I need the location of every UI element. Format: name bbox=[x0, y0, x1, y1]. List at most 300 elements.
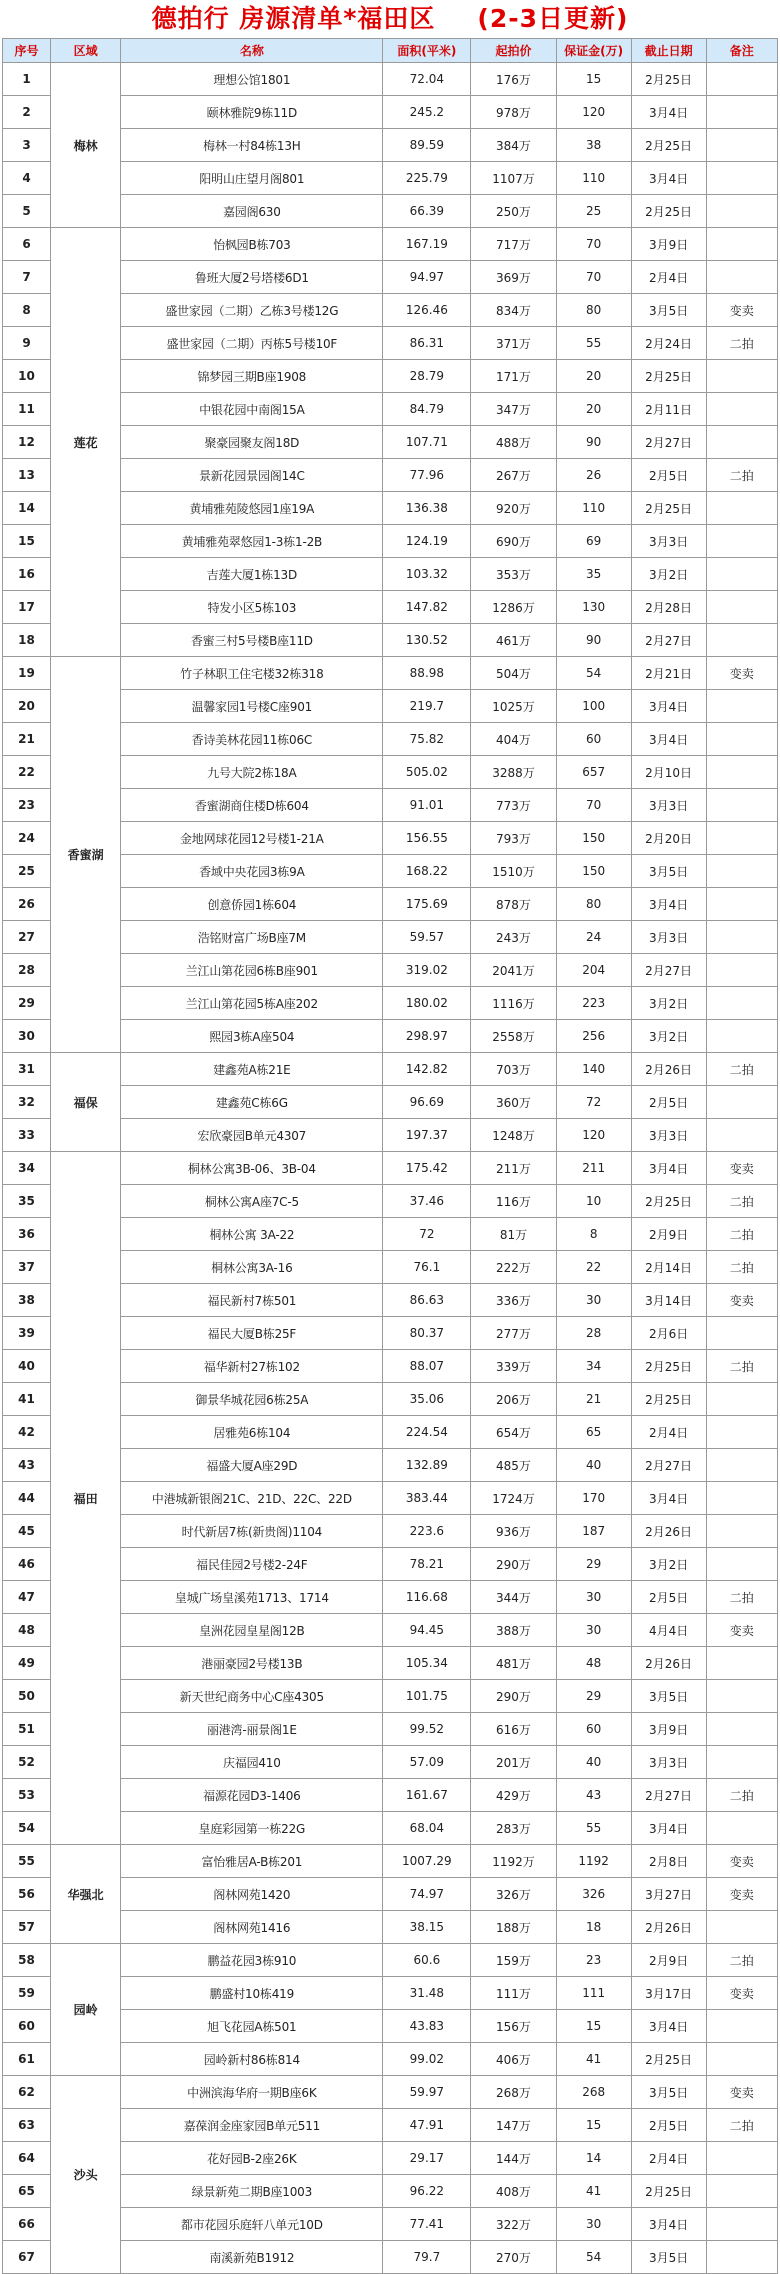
listing-deposit: 55 bbox=[556, 1812, 631, 1845]
listing-name: 锦梦园三期B座1908 bbox=[121, 360, 383, 393]
listing-price: 250万 bbox=[471, 195, 556, 228]
listing-name: 盛世家园（二期）乙栋3号楼12G bbox=[121, 294, 383, 327]
listing-deposit: 30 bbox=[556, 1614, 631, 1647]
listing-size: 68.04 bbox=[383, 1812, 471, 1845]
listing-deadline: 3月5日 bbox=[631, 294, 706, 327]
listing-remark bbox=[706, 558, 777, 591]
listing-remark bbox=[706, 1713, 777, 1746]
listing-remark bbox=[706, 2142, 777, 2175]
listing-deadline: 2月25日 bbox=[631, 1383, 706, 1416]
listing-deadline: 2月25日 bbox=[631, 1350, 706, 1383]
listing-size: 167.19 bbox=[383, 228, 471, 261]
listing-deadline: 3月3日 bbox=[631, 525, 706, 558]
listing-deposit: 48 bbox=[556, 1647, 631, 1680]
listing-price: 690万 bbox=[471, 525, 556, 558]
listing-deposit: 21 bbox=[556, 1383, 631, 1416]
listing-remark bbox=[706, 129, 777, 162]
listing-deposit: 60 bbox=[556, 1713, 631, 1746]
listing-remark: 二拍 bbox=[706, 2109, 777, 2142]
listing-price: 176万 bbox=[471, 63, 556, 96]
row-seq: 10 bbox=[3, 360, 51, 393]
listing-price: 878万 bbox=[471, 888, 556, 921]
listing-deposit: 80 bbox=[556, 294, 631, 327]
listing-deposit: 80 bbox=[556, 888, 631, 921]
listing-price: 920万 bbox=[471, 492, 556, 525]
listing-deadline: 3月5日 bbox=[631, 855, 706, 888]
listing-price: 2558万 bbox=[471, 1020, 556, 1053]
listing-remark: 二拍 bbox=[706, 1581, 777, 1614]
listing-price: 147万 bbox=[471, 2109, 556, 2142]
listing-size: 79.7 bbox=[383, 2241, 471, 2274]
listing-price: 290万 bbox=[471, 1548, 556, 1581]
listing-size: 88.07 bbox=[383, 1350, 471, 1383]
listing-table bbox=[2, 38, 778, 2274]
listing-remark bbox=[706, 1086, 777, 1119]
listing-price: 703万 bbox=[471, 1053, 556, 1086]
listing-name: 阳明山庄望月阁801 bbox=[121, 162, 383, 195]
listing-size: 168.22 bbox=[383, 855, 471, 888]
listing-deposit: 130 bbox=[556, 591, 631, 624]
listing-deadline: 3月2日 bbox=[631, 558, 706, 591]
listing-size: 383.44 bbox=[383, 1482, 471, 1515]
listing-price: 347万 bbox=[471, 393, 556, 426]
listing-deposit: 22 bbox=[556, 1251, 631, 1284]
listing-name: 香蜜三村5号楼B座11D bbox=[121, 624, 383, 657]
listing-size: 245.2 bbox=[383, 96, 471, 129]
table-row bbox=[3, 63, 778, 96]
row-seq: 26 bbox=[3, 888, 51, 921]
listing-name: 金地网球花园12号楼1-21A bbox=[121, 822, 383, 855]
row-seq: 32 bbox=[3, 1086, 51, 1119]
listing-deposit: 90 bbox=[556, 624, 631, 657]
listing-name: 富怡雅居A-B栋201 bbox=[121, 1845, 383, 1878]
listing-deadline: 3月4日 bbox=[631, 2010, 706, 2043]
listing-name: 桐林公寓 3A-22 bbox=[121, 1218, 383, 1251]
listing-name: 桐林公寓A座7C-5 bbox=[121, 1185, 383, 1218]
listing-deposit: 187 bbox=[556, 1515, 631, 1548]
listing-deposit: 20 bbox=[556, 360, 631, 393]
update-note: (2-3日更新) bbox=[477, 4, 629, 33]
listing-price: 277万 bbox=[471, 1317, 556, 1350]
listing-remark: 二拍 bbox=[706, 459, 777, 492]
row-seq: 65 bbox=[3, 2175, 51, 2208]
listing-deadline: 3月3日 bbox=[631, 921, 706, 954]
listing-size: 101.75 bbox=[383, 1680, 471, 1713]
row-seq: 54 bbox=[3, 1812, 51, 1845]
row-seq: 39 bbox=[3, 1317, 51, 1350]
listing-remark: 二拍 bbox=[706, 1350, 777, 1383]
listing-price: 461万 bbox=[471, 624, 556, 657]
row-seq: 60 bbox=[3, 2010, 51, 2043]
listing-name: 桐林公寓3B-06、3B-04 bbox=[121, 1152, 383, 1185]
listing-name: 特发小区5栋103 bbox=[121, 591, 383, 624]
listing-price: 222万 bbox=[471, 1251, 556, 1284]
listing-size: 38.15 bbox=[383, 1911, 471, 1944]
listing-price: 504万 bbox=[471, 657, 556, 690]
listing-deadline: 3月14日 bbox=[631, 1284, 706, 1317]
listing-remark bbox=[706, 360, 777, 393]
listing-deposit: 29 bbox=[556, 1548, 631, 1581]
listing-price: 408万 bbox=[471, 2175, 556, 2208]
listing-name: 浩铭财富广场B座7M bbox=[121, 921, 383, 954]
listing-remark bbox=[706, 195, 777, 228]
row-seq: 9 bbox=[3, 327, 51, 360]
listing-name: 御景华城花园6栋25A bbox=[121, 1383, 383, 1416]
listing-price: 384万 bbox=[471, 129, 556, 162]
listing-price: 1286万 bbox=[471, 591, 556, 624]
row-seq: 2 bbox=[3, 96, 51, 129]
listing-name: 时代新居7栋(新贵阁)1104 bbox=[121, 1515, 383, 1548]
listing-size: 29.17 bbox=[383, 2142, 471, 2175]
row-seq: 6 bbox=[3, 228, 51, 261]
listing-remark bbox=[706, 954, 777, 987]
listing-deposit: 70 bbox=[556, 261, 631, 294]
listing-size: 91.01 bbox=[383, 789, 471, 822]
listing-deposit: 72 bbox=[556, 1086, 631, 1119]
listing-deposit: 23 bbox=[556, 1944, 631, 1977]
listing-deadline: 2月26日 bbox=[631, 1053, 706, 1086]
listing-deposit: 10 bbox=[556, 1185, 631, 1218]
listing-name: 建鑫苑C栋6G bbox=[121, 1086, 383, 1119]
listing-deadline: 3月4日 bbox=[631, 96, 706, 129]
listing-price: 3288万 bbox=[471, 756, 556, 789]
listing-deposit: 55 bbox=[556, 327, 631, 360]
listing-size: 43.83 bbox=[383, 2010, 471, 2043]
listing-deadline: 2月27日 bbox=[631, 1779, 706, 1812]
listing-size: 175.69 bbox=[383, 888, 471, 921]
listing-size: 103.32 bbox=[383, 558, 471, 591]
listing-size: 77.41 bbox=[383, 2208, 471, 2241]
listing-size: 66.39 bbox=[383, 195, 471, 228]
listing-deposit: 90 bbox=[556, 426, 631, 459]
listing-deposit: 8 bbox=[556, 1218, 631, 1251]
listing-price: 488万 bbox=[471, 426, 556, 459]
listing-remark: 变卖 bbox=[706, 1845, 777, 1878]
listing-remark bbox=[706, 2010, 777, 2043]
listing-price: 616万 bbox=[471, 1713, 556, 1746]
listing-deposit: 110 bbox=[556, 492, 631, 525]
listing-remark bbox=[706, 789, 777, 822]
listing-name: 颐林雅院9栋11D bbox=[121, 96, 383, 129]
row-seq: 35 bbox=[3, 1185, 51, 1218]
listing-price: 2041万 bbox=[471, 954, 556, 987]
listing-name: 庆福园410 bbox=[121, 1746, 383, 1779]
listing-name: 花好园B-2座26K bbox=[121, 2142, 383, 2175]
listing-deadline: 2月5日 bbox=[631, 1581, 706, 1614]
area-label: 香蜜湖 bbox=[50, 657, 120, 1053]
listing-size: 72.04 bbox=[383, 63, 471, 96]
listing-deposit: 40 bbox=[556, 1746, 631, 1779]
row-seq: 66 bbox=[3, 2208, 51, 2241]
listing-price: 1248万 bbox=[471, 1119, 556, 1152]
listing-remark: 二拍 bbox=[706, 1053, 777, 1086]
listing-deadline: 3月9日 bbox=[631, 1713, 706, 1746]
listing-deposit: 15 bbox=[556, 2109, 631, 2142]
listing-name: 福盛大厦A座29D bbox=[121, 1449, 383, 1482]
page-title bbox=[0, 0, 780, 38]
listing-price: 211万 bbox=[471, 1152, 556, 1185]
listing-name: 兰江山第花园5栋A座202 bbox=[121, 987, 383, 1020]
listing-deposit: 70 bbox=[556, 789, 631, 822]
listing-deposit: 110 bbox=[556, 162, 631, 195]
row-seq: 53 bbox=[3, 1779, 51, 1812]
listing-deposit: 69 bbox=[556, 525, 631, 558]
row-seq: 41 bbox=[3, 1383, 51, 1416]
listing-remark bbox=[706, 888, 777, 921]
row-seq: 20 bbox=[3, 690, 51, 723]
row-seq: 16 bbox=[3, 558, 51, 591]
listing-remark bbox=[706, 1680, 777, 1713]
listing-deadline: 3月4日 bbox=[631, 723, 706, 756]
listing-remark: 二拍 bbox=[706, 1779, 777, 1812]
listing-size: 224.54 bbox=[383, 1416, 471, 1449]
listing-size: 76.1 bbox=[383, 1251, 471, 1284]
listing-price: 171万 bbox=[471, 360, 556, 393]
listing-deposit: 26 bbox=[556, 459, 631, 492]
listing-price: 406万 bbox=[471, 2043, 556, 2076]
row-seq: 21 bbox=[3, 723, 51, 756]
listing-remark: 变卖 bbox=[706, 1977, 777, 2010]
listing-deposit: 35 bbox=[556, 558, 631, 591]
listing-size: 219.7 bbox=[383, 690, 471, 723]
listing-size: 142.82 bbox=[383, 1053, 471, 1086]
listing-deposit: 70 bbox=[556, 228, 631, 261]
listing-price: 773万 bbox=[471, 789, 556, 822]
listing-size: 99.02 bbox=[383, 2043, 471, 2076]
listing-size: 31.48 bbox=[383, 1977, 471, 2010]
listing-size: 161.67 bbox=[383, 1779, 471, 1812]
listing-name: 九号大院2栋18A bbox=[121, 756, 383, 789]
listing-price: 485万 bbox=[471, 1449, 556, 1482]
listing-remark bbox=[706, 591, 777, 624]
row-seq: 37 bbox=[3, 1251, 51, 1284]
listing-price: 326万 bbox=[471, 1878, 556, 1911]
listing-remark: 二拍 bbox=[706, 1944, 777, 1977]
listing-deadline: 2月28日 bbox=[631, 591, 706, 624]
listing-name: 福民大厦B栋25F bbox=[121, 1317, 383, 1350]
row-seq: 13 bbox=[3, 459, 51, 492]
listing-deposit: 25 bbox=[556, 195, 631, 228]
listing-name: 聚豪园聚友阁18D bbox=[121, 426, 383, 459]
row-seq: 67 bbox=[3, 2241, 51, 2274]
listing-remark bbox=[706, 228, 777, 261]
listing-price: 270万 bbox=[471, 2241, 556, 2274]
listing-deposit: 20 bbox=[556, 393, 631, 426]
row-seq: 44 bbox=[3, 1482, 51, 1515]
table-row bbox=[3, 2076, 778, 2109]
listing-size: 225.79 bbox=[383, 162, 471, 195]
row-seq: 36 bbox=[3, 1218, 51, 1251]
listing-deadline: 2月25日 bbox=[631, 195, 706, 228]
listing-name: 皇洲花园皇星阁12B bbox=[121, 1614, 383, 1647]
listing-remark bbox=[706, 1911, 777, 1944]
listing-deposit: 40 bbox=[556, 1449, 631, 1482]
listing-deposit: 65 bbox=[556, 1416, 631, 1449]
listing-deposit: 150 bbox=[556, 855, 631, 888]
listing-name: 创意侨园1栋604 bbox=[121, 888, 383, 921]
listing-name: 阁林网苑1416 bbox=[121, 1911, 383, 1944]
listing-deposit: 41 bbox=[556, 2175, 631, 2208]
table-row bbox=[3, 1152, 778, 1185]
listing-remark bbox=[706, 1119, 777, 1152]
area-label: 园岭 bbox=[50, 1944, 120, 2076]
listing-size: 77.96 bbox=[383, 459, 471, 492]
listing-price: 336万 bbox=[471, 1284, 556, 1317]
listing-remark bbox=[706, 822, 777, 855]
listing-remark bbox=[706, 1449, 777, 1482]
listing-price: 111万 bbox=[471, 1977, 556, 2010]
listing-size: 80.37 bbox=[383, 1317, 471, 1350]
listing-deposit: 204 bbox=[556, 954, 631, 987]
listing-price: 159万 bbox=[471, 1944, 556, 1977]
listing-size: 35.06 bbox=[383, 1383, 471, 1416]
area-label: 沙头 bbox=[50, 2076, 120, 2274]
listing-deadline: 3月4日 bbox=[631, 1482, 706, 1515]
listing-price: 654万 bbox=[471, 1416, 556, 1449]
listing-price: 243万 bbox=[471, 921, 556, 954]
listing-remark bbox=[706, 162, 777, 195]
listing-deposit: 30 bbox=[556, 2208, 631, 2241]
header-area: 区域 bbox=[50, 39, 120, 63]
listing-deposit: 100 bbox=[556, 690, 631, 723]
listing-name: 中银花园中南阁15A bbox=[121, 393, 383, 426]
listing-name: 南溪新苑B1912 bbox=[121, 2241, 383, 2274]
row-seq: 1 bbox=[3, 63, 51, 96]
listing-remark bbox=[706, 63, 777, 96]
listing-deadline: 2月5日 bbox=[631, 459, 706, 492]
row-seq: 28 bbox=[3, 954, 51, 987]
row-seq: 24 bbox=[3, 822, 51, 855]
listing-deadline: 2月25日 bbox=[631, 129, 706, 162]
listing-name: 黄埔雅苑陵悠园1座19A bbox=[121, 492, 383, 525]
listing-deadline: 3月5日 bbox=[631, 2076, 706, 2109]
listing-price: 717万 bbox=[471, 228, 556, 261]
listing-name: 嘉园阁630 bbox=[121, 195, 383, 228]
listing-deadline: 2月26日 bbox=[631, 1647, 706, 1680]
listing-deadline: 2月5日 bbox=[631, 1086, 706, 1119]
listing-name: 怡枫园B栋703 bbox=[121, 228, 383, 261]
area-label: 莲花 bbox=[50, 228, 120, 657]
listing-name: 丽港湾-丽景阁1E bbox=[121, 1713, 383, 1746]
row-seq: 58 bbox=[3, 1944, 51, 1977]
table-row bbox=[3, 657, 778, 690]
listing-size: 57.09 bbox=[383, 1746, 471, 1779]
listing-deadline: 3月4日 bbox=[631, 2208, 706, 2241]
listing-deadline: 2月27日 bbox=[631, 954, 706, 987]
listing-deposit: 60 bbox=[556, 723, 631, 756]
listing-deadline: 2月10日 bbox=[631, 756, 706, 789]
listing-name: 新天世纪商务中心C座4305 bbox=[121, 1680, 383, 1713]
listing-deadline: 2月27日 bbox=[631, 624, 706, 657]
listing-remark bbox=[706, 2208, 777, 2241]
brand-name: 德拍行 bbox=[151, 4, 230, 33]
listing-remark: 二拍 bbox=[706, 1251, 777, 1284]
listing-remark bbox=[706, 1416, 777, 1449]
listing-size: 75.82 bbox=[383, 723, 471, 756]
listing-price: 290万 bbox=[471, 1680, 556, 1713]
listing-size: 60.6 bbox=[383, 1944, 471, 1977]
listing-remark: 二拍 bbox=[706, 1185, 777, 1218]
listing-deadline: 2月11日 bbox=[631, 393, 706, 426]
header-deposit: 保证金(万) bbox=[556, 39, 631, 63]
area-label: 福保 bbox=[50, 1053, 120, 1152]
listing-price: 1724万 bbox=[471, 1482, 556, 1515]
listing-remark bbox=[706, 690, 777, 723]
table-row bbox=[3, 1845, 778, 1878]
row-seq: 45 bbox=[3, 1515, 51, 1548]
listing-deposit: 140 bbox=[556, 1053, 631, 1086]
listing-name: 绿景新苑二期B座1003 bbox=[121, 2175, 383, 2208]
listing-name: 景新花园景园阁14C bbox=[121, 459, 383, 492]
listing-price: 1192万 bbox=[471, 1845, 556, 1878]
listing-name: 港丽豪园2号楼13B bbox=[121, 1647, 383, 1680]
listing-deadline: 4月4日 bbox=[631, 1614, 706, 1647]
row-seq: 62 bbox=[3, 2076, 51, 2109]
listing-remark bbox=[706, 1647, 777, 1680]
listing-remark: 变卖 bbox=[706, 1614, 777, 1647]
listing-deposit: 28 bbox=[556, 1317, 631, 1350]
listing-price: 936万 bbox=[471, 1515, 556, 1548]
listing-remark bbox=[706, 2175, 777, 2208]
listing-deposit: 150 bbox=[556, 822, 631, 855]
listing-remark bbox=[706, 2241, 777, 2274]
listing-price: 1107万 bbox=[471, 162, 556, 195]
listing-deposit: 41 bbox=[556, 2043, 631, 2076]
listing-price: 344万 bbox=[471, 1581, 556, 1614]
listing-deposit: 211 bbox=[556, 1152, 631, 1185]
listing-deposit: 170 bbox=[556, 1482, 631, 1515]
listing-price: 371万 bbox=[471, 327, 556, 360]
row-seq: 63 bbox=[3, 2109, 51, 2142]
listing-size: 96.69 bbox=[383, 1086, 471, 1119]
listing-price: 481万 bbox=[471, 1647, 556, 1680]
listing-name: 香域中央花园3栋9A bbox=[121, 855, 383, 888]
row-seq: 11 bbox=[3, 393, 51, 426]
listing-deposit: 43 bbox=[556, 1779, 631, 1812]
row-seq: 22 bbox=[3, 756, 51, 789]
listing-deadline: 2月25日 bbox=[631, 63, 706, 96]
listing-size: 116.68 bbox=[383, 1581, 471, 1614]
listing-size: 197.37 bbox=[383, 1119, 471, 1152]
row-seq: 50 bbox=[3, 1680, 51, 1713]
listing-deadline: 3月4日 bbox=[631, 1152, 706, 1185]
listing-remark: 二拍 bbox=[706, 1218, 777, 1251]
listing-deadline: 2月26日 bbox=[631, 1911, 706, 1944]
listing-deposit: 30 bbox=[556, 1581, 631, 1614]
listing-size: 132.89 bbox=[383, 1449, 471, 1482]
listing-name: 香蜜湖商住楼D栋604 bbox=[121, 789, 383, 822]
listing-remark bbox=[706, 96, 777, 129]
row-seq: 33 bbox=[3, 1119, 51, 1152]
header-deadline: 截止日期 bbox=[631, 39, 706, 63]
row-seq: 34 bbox=[3, 1152, 51, 1185]
listing-deadline: 2月5日 bbox=[631, 2109, 706, 2142]
listing-size: 84.79 bbox=[383, 393, 471, 426]
row-seq: 42 bbox=[3, 1416, 51, 1449]
listing-size: 1007.29 bbox=[383, 1845, 471, 1878]
row-seq: 23 bbox=[3, 789, 51, 822]
listing-remark bbox=[706, 987, 777, 1020]
listing-deadline: 2月27日 bbox=[631, 426, 706, 459]
listing-price: 156万 bbox=[471, 2010, 556, 2043]
listing-price: 353万 bbox=[471, 558, 556, 591]
listing-size: 86.63 bbox=[383, 1284, 471, 1317]
listing-size: 94.97 bbox=[383, 261, 471, 294]
listing-price: 360万 bbox=[471, 1086, 556, 1119]
listing-deposit: 15 bbox=[556, 2010, 631, 2043]
listing-name: 鹏盛村10栋419 bbox=[121, 1977, 383, 2010]
listing-size: 37.46 bbox=[383, 1185, 471, 1218]
